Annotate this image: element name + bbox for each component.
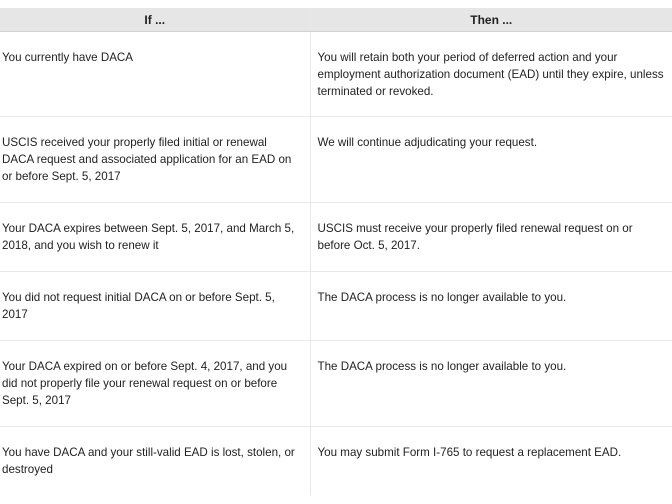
table-row xyxy=(0,203,672,272)
table-row xyxy=(0,427,672,495)
then-cell: You will retain both your period of deferred action and your employment authorization document (EAD) until they expire, unless terminated or revoked. xyxy=(310,32,672,117)
then-column-header: Then ... xyxy=(310,8,672,32)
table-row xyxy=(0,32,672,117)
if-cell: You have DACA and your still-valid EAD is lost, stolen, or destroyed xyxy=(2,446,295,476)
then-cell: We will continue adjudicating your request. xyxy=(310,117,672,203)
table-row xyxy=(0,341,672,427)
then-cell: The DACA process is no longer available to you. xyxy=(310,272,672,341)
if-cell: USCIS received your properly filed initial or renewal DACA request and associated application for an EAD on or before Sept. 5, 2017 xyxy=(0,117,310,203)
if-then-table xyxy=(0,8,672,495)
table-header-row xyxy=(0,8,672,32)
then-cell: You may submit Form I-765 to request a replacement EAD. xyxy=(310,427,672,495)
table-row xyxy=(0,272,672,341)
if-cell: Your DACA expires between Sept. 5, 2017, and March 5, 2018, and you wish to renew it xyxy=(0,203,310,272)
then-cell: USCIS must receive your properly filed renewal request on or before Oct. 5, 2017. xyxy=(310,203,672,272)
if-cell: Your DACA expired on or before Sept. 4, 2017, and you did not properly file your renewal request on or before Sept. 5, 2017 xyxy=(0,341,310,427)
if-cell: You currently have DACA xyxy=(0,32,310,117)
if-cell: You did not request initial DACA on or before Sept. 5, 2017 xyxy=(0,272,310,341)
then-cell: The DACA process is no longer available to you. xyxy=(310,341,672,427)
table-row xyxy=(0,117,672,203)
if-column-header: If ... xyxy=(0,8,310,32)
